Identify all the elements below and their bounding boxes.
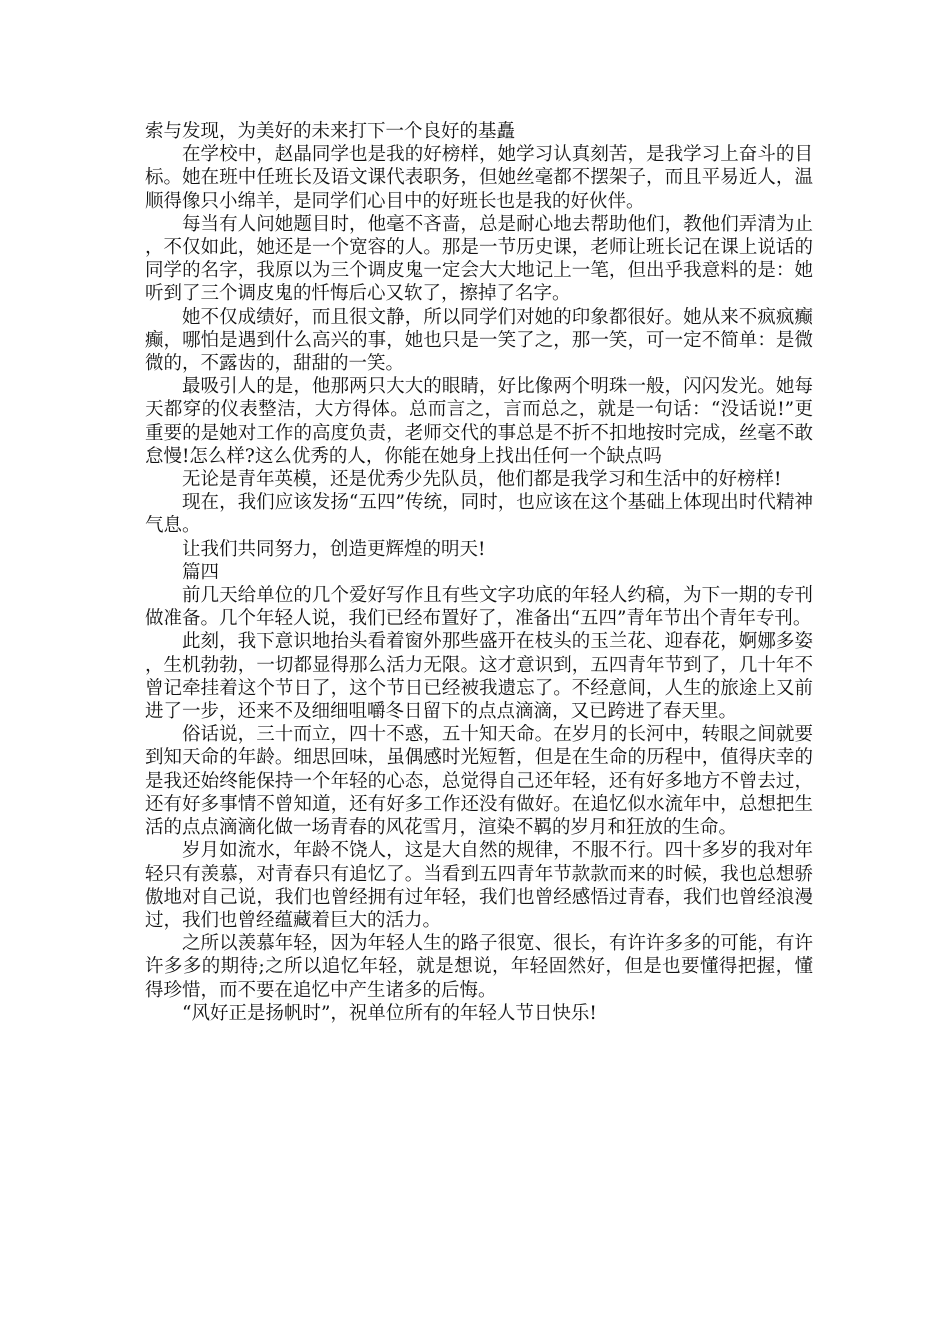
paragraph-9: 前几天给单位的几个爱好写作且有些文字功底的年轻人约稿，为下一期的专刊做准备。几个年轻人说，我们已经布置好了，准备出“五四”青年节出个青年专刊。 xyxy=(145,585,813,630)
paragraph-4: 最吸引人的是，他那两只大大的眼睛，好比像两个明珠一般，闪闪发光。她每天都穿的仪表整洁，大方得体。总而言之，言而总之，就是一句话：“没话说!”更重要的是她对工作的高度负责，老师交代的事总是不折不扣地按时完成，丝毫不敢怠慢!怎么样?这么优秀的人，你能在她身上找出任何一个缺点吗 xyxy=(145,376,813,467)
paragraph-0: 索与发现，为美好的未来打下一个良好的基矗 xyxy=(145,121,516,142)
paragraph-1: 在学校中，赵晶同学也是我的好榜样，她学习认真刻苦，是我学习上奋斗的目标。她在班中任班长及语文课代表职务，但她丝毫都不摆架子，而且平易近人，温顺得像只小绵羊，是同学们心目中的好班长也是我的好伙伴。 xyxy=(145,144,813,212)
paragraph-3: 她不仅成绩好，而且很文静，所以同学们对她的印象都很好。她从来不疯疯癫癫，哪怕是遇到什么高兴的事，她也只是一笑了之，那一笑，可一定不简单：是微微的，不露齿的，甜甜的一笑。 xyxy=(145,306,813,375)
paragraph-11: 俗话说，三十而立，四十不惑，五十知天命。在岁月的长河中，转眼之间就要到知天命的年龄。细思回味，虽偶感时光短暂，但是在生命的历程中，值得庆幸的是我还始终能保持一个年轻的心态，总觉得自己还年轻，还有好多地方不曾去过，还有好多事情不曾知道，还有好多工作还没有做好。在追忆似水流年中，总想把生活的点点滴滴化做一场青春的风花雪月，渲染不羁的岁月和狂放的生命。 xyxy=(145,724,813,839)
paragraph-5: 无论是青年英模，还是优秀少先队员，他们都是我学习和生活中的好榜样! xyxy=(182,469,782,491)
paragraph-12: 岁月如流水，年龄不饶人，这是大自然的规律，不服不行。四十多岁的我对年轻只有羡慕，对青春只有追忆了。当看到五四青年节款款而来的时候，我也总想骄傲地对自己说，我们也曾经拥有过年轻，我们也曾经感悟过青春，我们也曾经浪漫过，我们也曾经蕴藏着巨大的活力。 xyxy=(145,840,813,931)
paragraph-2: 每当有人问她题目时，他毫不吝啬，总是耐心地去帮助他们，教他们弄清为止，不仅如此，她还是一个宽容的人。那是一节历史课，老师让班长记在课上说话的同学的名字，我原以为三个调皮鬼一定会大大地记上一笔，但出乎我意料的是：她听到了三个调皮鬼的忏悔后心又软了，擦掉了名字。 xyxy=(145,213,813,305)
paragraph-13: 之所以羡慕年轻，因为年轻人生的路子很宽、很长，有许许多多的可能，有许许多多的期待;之所以追忆年轻，就是想说，年轻固然好，但是也要懂得把握，懂得珍惜，而不要在追忆中产生诸多的后悔。 xyxy=(145,933,813,1001)
paragraph-7: 让我们共同努力，创造更辉煌的明天! xyxy=(182,538,486,560)
paragraph-10: 此刻，我下意识地抬头看着窗外那些盛开在枝头的玉兰花、迎春花，婀娜多姿，生机勃勃，一切都显得那么活力无限。这才意识到，五四青年节到了，几十年不曾记牵挂着这个节日了，这个节日已经被我遗忘了。不经意间，人生的旅途上又前进了一步，还来不及细细咀嚼冬日留下的点点滴滴，又已跨进了春天里。 xyxy=(145,631,813,723)
section-heading: 篇四 xyxy=(182,561,220,583)
document-body xyxy=(145,120,813,1025)
paragraph-14: “风好正是扬帆时”，祝单位所有的年轻人节日快乐! xyxy=(182,1002,597,1024)
paragraph-6: 现在，我们应该发扬“五四”传统，同时，也应该在这个基础上体现出时代精神气息。 xyxy=(145,492,813,537)
